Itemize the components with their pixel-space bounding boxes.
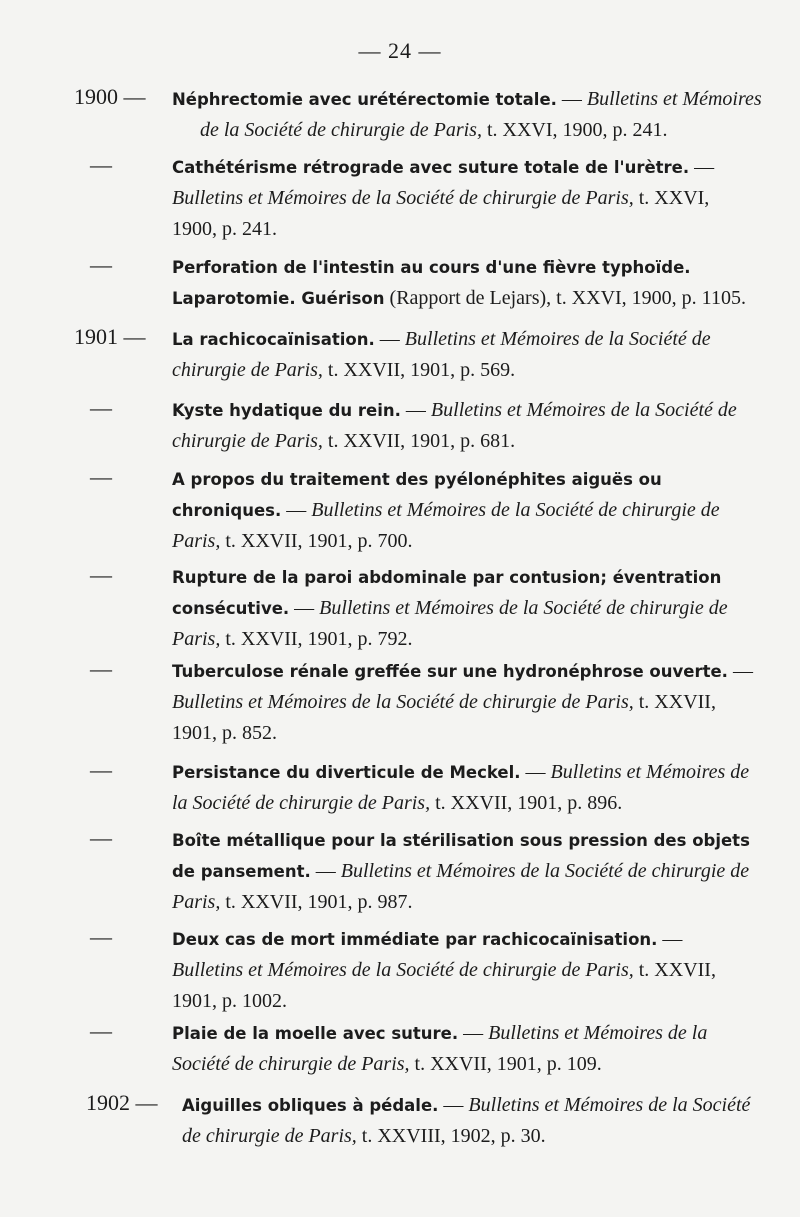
entry-title: Tuberculose rénale greffée sur une hydronéphrose ouverte. — [172, 662, 728, 681]
entry-separator: — — [438, 1094, 469, 1116]
entry-title: A propos du traitement des pyélonéphites aiguës ou chroniques. — [172, 470, 662, 520]
entry-title: Boîte métallique pour la stérilisation sous pression des objets de pansement. — [172, 831, 750, 881]
entry-separator: — — [727, 660, 753, 682]
entry-journal: Bulletins et Mémoires de la Société de chirurgie de Paris, — [172, 761, 750, 814]
entry-year: — — [90, 152, 112, 177]
entry-journal: Bulletins et Mémoires de la Société de chirurgie de Paris, — [200, 88, 762, 141]
entry-text — [172, 252, 757, 314]
entry-year: — — [90, 757, 112, 782]
entry-year: — — [90, 825, 112, 850]
entry-citation: t. XXVII, 1901, p. 700. — [220, 530, 413, 552]
entry-journal: Bulletins et Mémoires de la Société de chirurgie de Paris, — [182, 1094, 751, 1147]
entry-separator: — — [520, 761, 551, 783]
entry-separator: — — [556, 88, 587, 110]
entry-title: Cathétérisme rétrograde avec suture totale de l'urètre. — [172, 158, 690, 177]
entry-separator: — — [374, 328, 405, 350]
entry-text — [172, 1018, 757, 1080]
entry-text — [172, 562, 757, 655]
entry-separator: — — [310, 860, 341, 882]
entry-citation: t. XXVII, 1901, p. 987. — [220, 891, 413, 913]
entry-citation: (Rapport de Lejars), t. XXVI, 1900, p. 1105. — [389, 287, 746, 309]
entry-citation: t. XXVII, 1901, p. 109. — [409, 1053, 602, 1075]
entry-journal: Bulletins et Mémoires de la Société de chirurgie de Paris, — [172, 328, 711, 381]
entry-title: Plaie de la moelle avec suture. — [172, 1024, 459, 1043]
entry-citation: t. XXVI, 1900, p. 241. — [481, 119, 668, 141]
entry-text — [172, 84, 785, 146]
entry-year: — — [90, 252, 112, 277]
entry-text — [172, 656, 757, 749]
entry-year: — — [90, 1018, 112, 1043]
entry-text — [172, 395, 757, 457]
entry-citation: t. XXVII, 1901, p. 896. — [430, 792, 623, 814]
entry-citation: t. XXVI, 1900, p. 241. — [172, 187, 710, 240]
entry-journal: Bulletins et Mémoires de la Société de chirurgie de Paris, — [172, 691, 634, 713]
entry-text — [172, 825, 757, 918]
entry-title: Aiguilles obliques à pédale. — [182, 1096, 439, 1115]
entry-journal: Bulletins et Mémoires de la Société de chirurgie de Paris, — [172, 959, 634, 981]
entry-separator: — — [281, 499, 312, 521]
entry-text — [172, 324, 757, 386]
entry-title: Rupture de la paroi abdominale par contusion; éventration consécutive. — [172, 568, 722, 618]
entry-separator: — — [657, 928, 683, 950]
entry-citation: t. XXVII, 1901, p. 792. — [220, 628, 413, 650]
entry-journal: Bulletins et Mémoires de la Société de chirurgie de Paris, — [172, 499, 720, 552]
entry-year: — — [90, 464, 112, 489]
entry-separator: — — [458, 1022, 489, 1044]
entry-title: La rachicocaïnisation. — [172, 330, 375, 349]
entry-journal: Bulletins et Mémoires de la Société de chirurgie de Paris, — [172, 597, 728, 650]
entry-citation: t. XXVIII, 1902, p. 30. — [356, 1125, 546, 1147]
entry-title: Kyste hydatique du rein. — [172, 401, 401, 420]
entry-separator: — — [400, 399, 431, 421]
entry-year: 1902 — — [86, 1090, 158, 1115]
entry-title: Perforation de l'intestin au cours d'une fièvre typhoïde. Laparotomie. Guérison — [172, 258, 691, 308]
entry-journal: Bulletins et Mémoires de la Société de chirurgie de Paris, — [172, 187, 634, 209]
entry-citation: t. XXVII, 1901, p. 681. — [322, 430, 516, 452]
entry-title: Persistance du diverticule de Meckel. — [172, 763, 521, 782]
entry-journal: Bulletins et Mémoires de la Société de chirurgie de Paris, — [172, 1022, 708, 1075]
entry-year: 1900 — — [74, 84, 146, 109]
page-number: — 24 — — [358, 38, 442, 63]
entry-year: — — [90, 924, 112, 949]
entry-text — [172, 464, 757, 557]
entry-title: Deux cas de mort immédiate par rachicocaïnisation. — [172, 930, 658, 949]
entry-citation: t. XXVII, 1901, p. 569. — [322, 359, 516, 381]
entry-text — [182, 1090, 767, 1152]
entry-separator: — — [689, 156, 715, 178]
entry-citation: t. XXVII, 1901, p. 852. — [172, 691, 716, 744]
entry-title: Néphrectomie avec urétérectomie totale. — [172, 90, 557, 109]
entry-year: 1901 — — [74, 324, 146, 349]
entry-year: — — [90, 395, 112, 420]
entry-separator: — — [289, 597, 320, 619]
entry-year: — — [90, 656, 112, 681]
entry-year: — — [90, 562, 112, 587]
entry-citation: t. XXVII, 1901, p. 1002. — [172, 959, 716, 1012]
entry-text — [172, 757, 757, 819]
entry-text — [172, 924, 757, 1017]
entry-journal: Bulletins et Mémoires de la Société de chirurgie de Paris, — [172, 860, 750, 913]
entry-text — [172, 152, 757, 245]
entry-journal: Bulletins et Mémoires de la Société de chirurgie de Paris, — [172, 399, 737, 452]
